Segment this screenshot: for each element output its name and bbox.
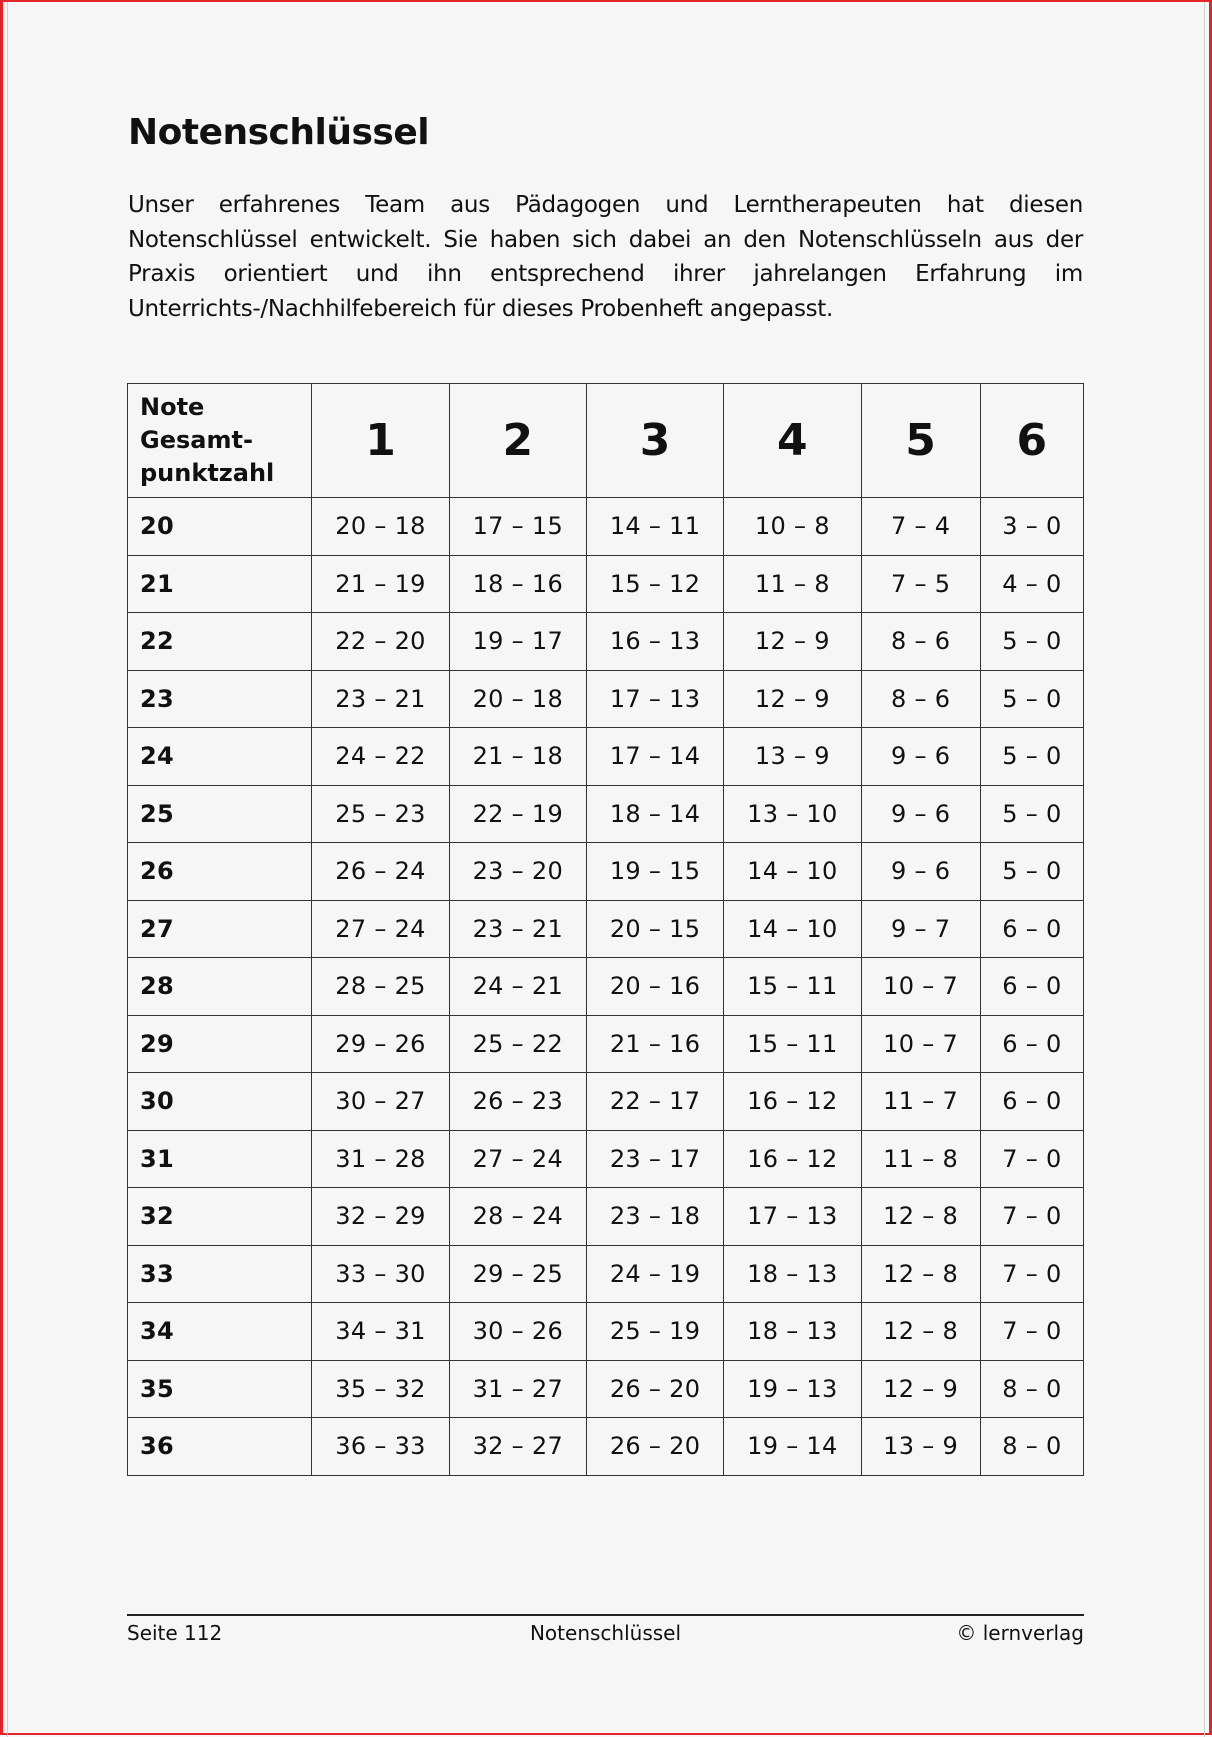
range-cell-grade-5: 12 – 8 xyxy=(861,1303,980,1361)
range-cell-grade-1: 28 – 25 xyxy=(312,958,449,1016)
total-points-cell: 31 xyxy=(128,1130,312,1188)
range-cell-grade-2: 17 – 15 xyxy=(449,498,586,556)
range-cell-grade-6: 6 – 0 xyxy=(980,900,1083,958)
range-cell-grade-3: 26 – 20 xyxy=(586,1360,723,1418)
grade-header: 3 xyxy=(586,384,723,498)
footer-divider xyxy=(127,1614,1084,1616)
total-points-cell: 20 xyxy=(128,498,312,556)
range-cell-grade-1: 27 – 24 xyxy=(312,900,449,958)
range-cell-grade-4: 19 – 13 xyxy=(724,1360,861,1418)
range-cell-grade-2: 30 – 26 xyxy=(449,1303,586,1361)
range-cell-grade-6: 5 – 0 xyxy=(980,785,1083,843)
range-cell-grade-1: 33 – 30 xyxy=(312,1245,449,1303)
range-cell-grade-2: 23 – 21 xyxy=(449,900,586,958)
range-cell-grade-6: 7 – 0 xyxy=(980,1188,1083,1246)
range-cell-grade-5: 7 – 4 xyxy=(861,498,980,556)
table-row xyxy=(128,1303,1084,1361)
range-cell-grade-1: 23 – 21 xyxy=(312,670,449,728)
range-cell-grade-3: 19 – 15 xyxy=(586,843,723,901)
table-row xyxy=(128,958,1084,1016)
grade-header: 5 xyxy=(861,384,980,498)
range-cell-grade-5: 8 – 6 xyxy=(861,613,980,671)
corner-header xyxy=(128,384,312,498)
range-cell-grade-6: 7 – 0 xyxy=(980,1303,1083,1361)
range-cell-grade-5: 9 – 7 xyxy=(861,900,980,958)
table-row xyxy=(128,728,1084,786)
total-points-cell: 35 xyxy=(128,1360,312,1418)
range-cell-grade-4: 13 – 10 xyxy=(724,785,861,843)
range-cell-grade-1: 24 – 22 xyxy=(312,728,449,786)
range-cell-grade-6: 6 – 0 xyxy=(980,958,1083,1016)
grade-header: 2 xyxy=(449,384,586,498)
range-cell-grade-5: 11 – 7 xyxy=(861,1073,980,1131)
total-points-cell: 34 xyxy=(128,1303,312,1361)
range-cell-grade-6: 8 – 0 xyxy=(980,1360,1083,1418)
range-cell-grade-2: 31 – 27 xyxy=(449,1360,586,1418)
range-cell-grade-4: 15 – 11 xyxy=(724,958,861,1016)
range-cell-grade-2: 19 – 17 xyxy=(449,613,586,671)
range-cell-grade-3: 20 – 15 xyxy=(586,900,723,958)
range-cell-grade-6: 5 – 0 xyxy=(980,613,1083,671)
range-cell-grade-5: 12 – 8 xyxy=(861,1245,980,1303)
range-cell-grade-6: 8 – 0 xyxy=(980,1418,1083,1476)
range-cell-grade-2: 20 – 18 xyxy=(449,670,586,728)
range-cell-grade-5: 9 – 6 xyxy=(861,843,980,901)
range-cell-grade-1: 32 – 29 xyxy=(312,1188,449,1246)
table-body xyxy=(128,498,1084,1476)
table-row xyxy=(128,1015,1084,1073)
range-cell-grade-6: 4 – 0 xyxy=(980,555,1083,613)
range-cell-grade-5: 9 – 6 xyxy=(861,785,980,843)
range-cell-grade-1: 35 – 32 xyxy=(312,1360,449,1418)
range-cell-grade-2: 32 – 27 xyxy=(449,1418,586,1476)
range-cell-grade-2: 21 – 18 xyxy=(449,728,586,786)
range-cell-grade-1: 22 – 20 xyxy=(312,613,449,671)
range-cell-grade-2: 22 – 19 xyxy=(449,785,586,843)
range-cell-grade-2: 23 – 20 xyxy=(449,843,586,901)
range-cell-grade-6: 5 – 0 xyxy=(980,843,1083,901)
footer-copyright: © lernverlag xyxy=(956,1621,1084,1645)
range-cell-grade-6: 7 – 0 xyxy=(980,1130,1083,1188)
range-cell-grade-5: 11 – 8 xyxy=(861,1130,980,1188)
total-points-cell: 25 xyxy=(128,785,312,843)
grade-key-table xyxy=(127,383,1084,1476)
range-cell-grade-3: 17 – 13 xyxy=(586,670,723,728)
range-cell-grade-4: 12 – 9 xyxy=(724,670,861,728)
range-cell-grade-6: 3 – 0 xyxy=(980,498,1083,556)
table-row xyxy=(128,1073,1084,1131)
range-cell-grade-5: 13 – 9 xyxy=(861,1418,980,1476)
range-cell-grade-3: 17 – 14 xyxy=(586,728,723,786)
range-cell-grade-5: 10 – 7 xyxy=(861,1015,980,1073)
range-cell-grade-2: 26 – 23 xyxy=(449,1073,586,1131)
range-cell-grade-4: 17 – 13 xyxy=(724,1188,861,1246)
range-cell-grade-6: 5 – 0 xyxy=(980,670,1083,728)
intro-paragraph: Unser erfahrenes Team aus Pädagogen und Lerntherapeuten hat diesen Notenschlüssel entwickelt. Sie haben sich dabei an den Notenschlüsseln aus der Praxis orientiert und ihn entsprechend ihrer jahrelangen Erfahrung im Unterrichts-/Nachhilfebereich für dieses Probenheft angepasst. xyxy=(128,192,1083,322)
corner-header-line: Gesamt- xyxy=(140,426,253,454)
range-cell-grade-3: 26 – 20 xyxy=(586,1418,723,1476)
range-cell-grade-6: 6 – 0 xyxy=(980,1073,1083,1131)
range-cell-grade-1: 26 – 24 xyxy=(312,843,449,901)
range-cell-grade-3: 14 – 11 xyxy=(586,498,723,556)
corner-header-line: Note xyxy=(140,393,205,421)
table-row xyxy=(128,785,1084,843)
table-row xyxy=(128,1360,1084,1418)
range-cell-grade-5: 9 – 6 xyxy=(861,728,980,786)
total-points-cell: 36 xyxy=(128,1418,312,1476)
total-points-cell: 24 xyxy=(128,728,312,786)
range-cell-grade-4: 13 – 9 xyxy=(724,728,861,786)
grade-header: 1 xyxy=(312,384,449,498)
total-points-cell: 27 xyxy=(128,900,312,958)
page-title: Notenschlüssel xyxy=(128,112,430,153)
total-points-cell: 33 xyxy=(128,1245,312,1303)
range-cell-grade-1: 36 – 33 xyxy=(312,1418,449,1476)
table-row xyxy=(128,843,1084,901)
range-cell-grade-5: 12 – 9 xyxy=(861,1360,980,1418)
range-cell-grade-4: 18 – 13 xyxy=(724,1303,861,1361)
range-cell-grade-3: 24 – 19 xyxy=(586,1245,723,1303)
range-cell-grade-2: 27 – 24 xyxy=(449,1130,586,1188)
table-row xyxy=(128,1188,1084,1246)
total-points-cell: 32 xyxy=(128,1188,312,1246)
range-cell-grade-2: 24 – 21 xyxy=(449,958,586,1016)
range-cell-grade-4: 10 – 8 xyxy=(724,498,861,556)
range-cell-grade-1: 31 – 28 xyxy=(312,1130,449,1188)
range-cell-grade-3: 23 – 17 xyxy=(586,1130,723,1188)
grade-header: 6 xyxy=(980,384,1083,498)
range-cell-grade-4: 16 – 12 xyxy=(724,1073,861,1131)
table-row xyxy=(128,670,1084,728)
range-cell-grade-6: 5 – 0 xyxy=(980,728,1083,786)
range-cell-grade-5: 10 – 7 xyxy=(861,958,980,1016)
total-points-cell: 21 xyxy=(128,555,312,613)
table-row xyxy=(128,555,1084,613)
range-cell-grade-4: 14 – 10 xyxy=(724,900,861,958)
range-cell-grade-3: 22 – 17 xyxy=(586,1073,723,1131)
range-cell-grade-1: 20 – 18 xyxy=(312,498,449,556)
range-cell-grade-3: 18 – 14 xyxy=(586,785,723,843)
range-cell-grade-3: 25 – 19 xyxy=(586,1303,723,1361)
total-points-cell: 22 xyxy=(128,613,312,671)
range-cell-grade-1: 25 – 23 xyxy=(312,785,449,843)
range-cell-grade-5: 12 – 8 xyxy=(861,1188,980,1246)
table-row xyxy=(128,1418,1084,1476)
footer-section: Notenschlüssel xyxy=(529,1621,682,1645)
range-cell-grade-1: 21 – 19 xyxy=(312,555,449,613)
range-cell-grade-3: 21 – 16 xyxy=(586,1015,723,1073)
page-footer xyxy=(127,1621,1084,1651)
total-points-cell: 29 xyxy=(128,1015,312,1073)
range-cell-grade-2: 25 – 22 xyxy=(449,1015,586,1073)
corner-header-line: punktzahl xyxy=(140,459,275,487)
page-number: Seite 112 xyxy=(127,1621,223,1645)
total-points-cell: 23 xyxy=(128,670,312,728)
range-cell-grade-1: 30 – 27 xyxy=(312,1073,449,1131)
total-points-cell: 28 xyxy=(128,958,312,1016)
range-cell-grade-4: 16 – 12 xyxy=(724,1130,861,1188)
range-cell-grade-4: 15 – 11 xyxy=(724,1015,861,1073)
range-cell-grade-3: 16 – 13 xyxy=(586,613,723,671)
table-row xyxy=(128,613,1084,671)
range-cell-grade-4: 14 – 10 xyxy=(724,843,861,901)
range-cell-grade-2: 29 – 25 xyxy=(449,1245,586,1303)
range-cell-grade-6: 6 – 0 xyxy=(980,1015,1083,1073)
table-header-row xyxy=(128,384,1084,498)
range-cell-grade-3: 23 – 18 xyxy=(586,1188,723,1246)
total-points-cell: 30 xyxy=(128,1073,312,1131)
range-cell-grade-1: 34 – 31 xyxy=(312,1303,449,1361)
table-row xyxy=(128,1245,1084,1303)
range-cell-grade-4: 11 – 8 xyxy=(724,555,861,613)
range-cell-grade-5: 8 – 6 xyxy=(861,670,980,728)
range-cell-grade-3: 15 – 12 xyxy=(586,555,723,613)
grade-header: 4 xyxy=(724,384,861,498)
range-cell-grade-4: 12 – 9 xyxy=(724,613,861,671)
table-row xyxy=(128,900,1084,958)
range-cell-grade-3: 20 – 16 xyxy=(586,958,723,1016)
total-points-cell: 26 xyxy=(128,843,312,901)
range-cell-grade-2: 28 – 24 xyxy=(449,1188,586,1246)
range-cell-grade-2: 18 – 16 xyxy=(449,555,586,613)
range-cell-grade-1: 29 – 26 xyxy=(312,1015,449,1073)
range-cell-grade-6: 7 – 0 xyxy=(980,1245,1083,1303)
table-row xyxy=(128,498,1084,556)
range-cell-grade-5: 7 – 5 xyxy=(861,555,980,613)
range-cell-grade-4: 19 – 14 xyxy=(724,1418,861,1476)
range-cell-grade-4: 18 – 13 xyxy=(724,1245,861,1303)
table-row xyxy=(128,1130,1084,1188)
